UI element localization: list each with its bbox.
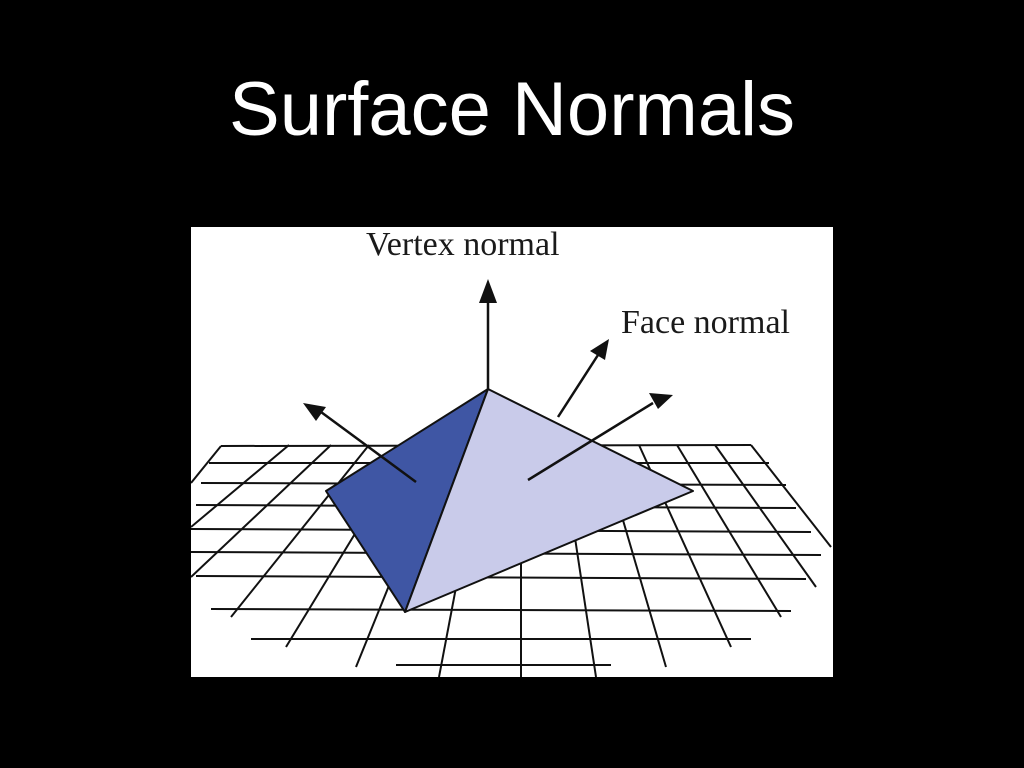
surface-normals-diagram	[191, 227, 833, 677]
grid-line	[211, 609, 791, 611]
grid-line	[191, 445, 331, 577]
face-normal-label: Face normal	[621, 304, 790, 341]
face-normal-arrow-upper	[558, 339, 609, 417]
grid-line	[715, 445, 816, 587]
slide-title: Surface Normals	[229, 67, 795, 152]
grid-line	[191, 445, 289, 527]
diagram-svg	[191, 227, 833, 677]
vertex-normal-arrow	[479, 279, 497, 389]
vertex-normal-label: Vertex normal	[366, 227, 560, 263]
grid-line	[196, 576, 806, 579]
grid-line	[191, 446, 221, 483]
grid-line	[231, 445, 369, 617]
